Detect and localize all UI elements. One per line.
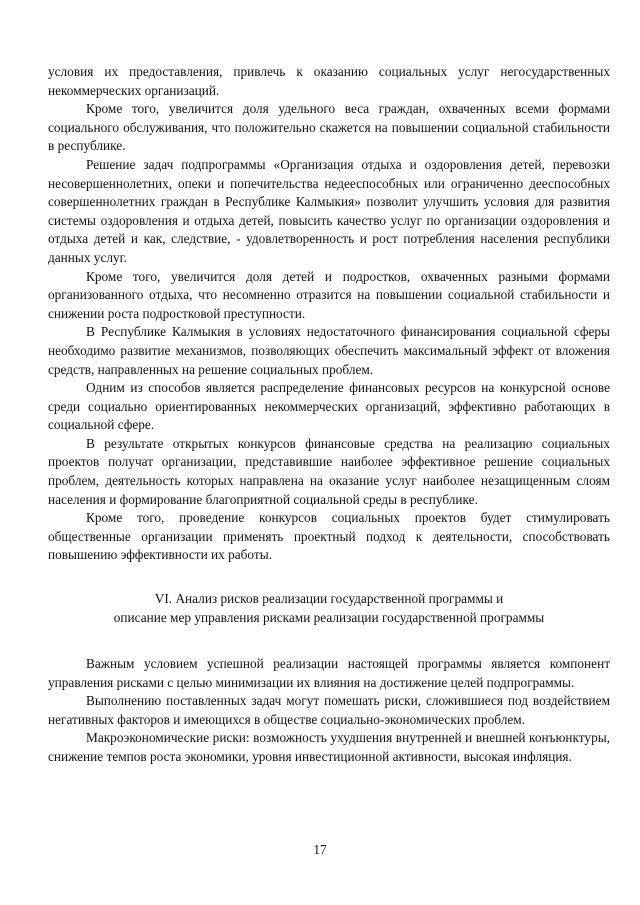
document-page <box>48 63 610 767</box>
paragraph-11: Макроэкономические риски: возможность ухудшения внутренней и внешней конъюнктуры, снижение темпов роста экономики, уровня инвестиционной активности, высокая инфляция. <box>48 730 610 764</box>
section-heading-line-2: описание мер управления рисками реализации государственной программы <box>113 610 545 626</box>
section-heading-line-1: VI. Анализ рисков реализации государственной программы и <box>154 591 504 607</box>
paragraph-5: В Республике Калмыкия в условиях недостаточного финансирования социальной сферы необходимо развитие механизмов, позволяющих обеспечить максимальный эффект от вложения средств, направленных на решение социальных проблем. <box>48 324 610 377</box>
paragraph-4: Кроме того, увеличится доля детей и подростков, охваченных разными формами организованного отдыха, что несомненно отразится на повышении социальной стабильности и снижении роста подростковой преступности. <box>48 268 610 321</box>
paragraph-9: Важным условием успешной реализации настоящей программы является компонент управления рисками с целью минимизации их влияния на достижение целей подпрограммы. <box>48 656 610 690</box>
paragraph-7: В результате открытых конкурсов финансовые средства на реализацию социальных проектов получат организации, представившие наиболее эффективное решение социальных проблем, деятельность которых направлена на оказание услуг наиболее незащищенным слоям населения и формирование благоприятной социальной среды в республике. <box>48 435 610 507</box>
paragraph-3: Решение задач подпрограммы «Организация отдыха и оздоровления детей, перевозки несовершеннолетних, опеки и попечительства недееспособных или ограниченно дееспособных совершеннолетних граждан в Республике Калмыкия» позволит улучшить условия для развития системы оздоровления и отдыха детей, повысить качество услуг по организации оздоровления и отдыха детей и как, следствие, - удовлетворенность и рост потребления населения республики данных услуг. <box>48 156 610 265</box>
paragraph-8: Кроме того, проведение конкурсов социальных проектов будет стимулировать общественные организации применять проектный подход к деятельности, способствовать повышению эффективности их работы. <box>48 510 610 563</box>
page-number: 17 <box>313 842 327 857</box>
section-heading <box>48 589 610 627</box>
paragraph-2: Кроме того, увеличится доля удельного веса граждан, охваченных всеми формами социального обслуживания, что положительно скажется на повышении социальной стабильности в республике. <box>48 101 610 154</box>
paragraph-1: условия их предоставления, привлечь к оказанию социальных услуг негосударственных некоммерческих организаций. <box>48 64 610 98</box>
paragraph-10: Выполнению поставленных задач могут помешать риски, сложившиеся под воздействием негативных факторов и имеющихся в обществе социально-экономических проблем. <box>48 693 610 727</box>
paragraph-6: Одним из способов является распределение финансовых ресурсов на конкурсной основе среди социально ориентированных некоммерческих организаций, эффективно работающих в социальной сфере. <box>48 380 610 433</box>
